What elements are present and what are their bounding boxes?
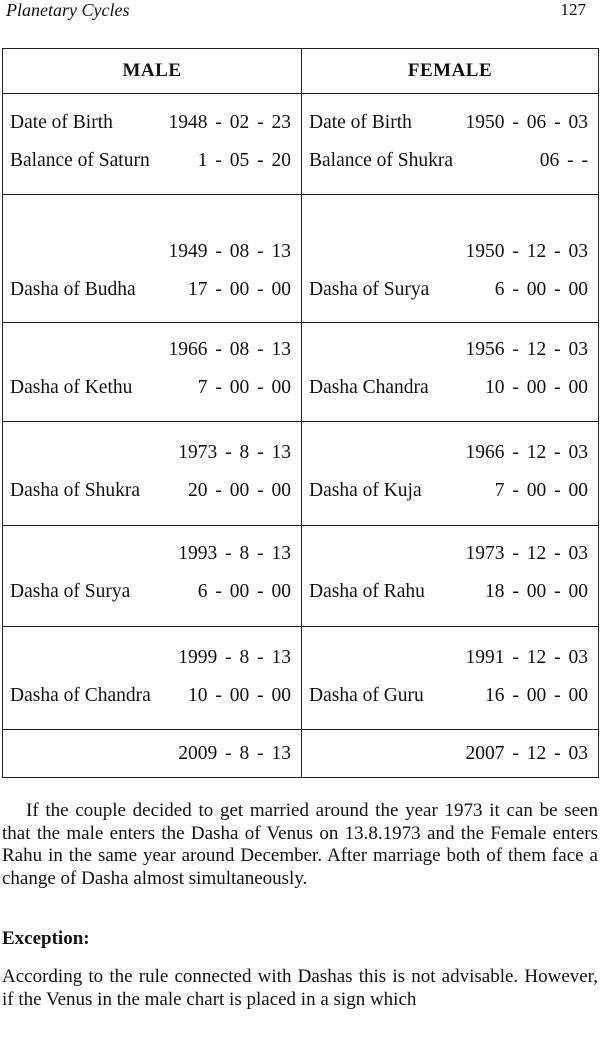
- paragraph-marriage: If the couple decided to get married around the year 1973 it can be seen that the male enters the Dasha of Venus on 13.8.1973 and the Female enters Rahu in the same year around December. After marriage both of them face a change of Dasha almost simultaneously.: [2, 800, 598, 889]
- male-cell: [3, 323, 302, 422]
- female-cell: [302, 94, 599, 195]
- male-entry-value: 1999 - 8 - 13: [178, 647, 291, 668]
- male-entry-value: 17 - 00 - 00: [188, 279, 291, 300]
- female-entry-label: Dasha of Rahu: [309, 581, 425, 602]
- table-row: [3, 526, 599, 627]
- female-entry-line: [302, 639, 598, 677]
- male-entry-value: 1993 - 8 - 13: [178, 543, 291, 564]
- female-entry-value: 16 - 00 - 00: [485, 685, 588, 706]
- female-entry-line: [302, 573, 598, 611]
- table-row: [3, 422, 599, 526]
- male-entry-value: 1948 - 02 - 23: [168, 112, 291, 133]
- male-entry-value: 1 - 05 - 20: [197, 150, 291, 171]
- male-entry-label: Dasha of Budha: [10, 279, 136, 300]
- female-cell: [302, 627, 599, 730]
- male-cell: [3, 422, 302, 526]
- male-column-header: MALE: [3, 49, 302, 94]
- table-row: [3, 323, 599, 422]
- female-entry-label: Dasha of Surya: [309, 279, 430, 300]
- male-entry-line: [3, 233, 301, 271]
- female-entry-value: 1966 - 12 - 03: [465, 442, 588, 463]
- male-entry-value: 6 - 00 - 00: [197, 581, 291, 602]
- female-entry-label: Dasha of Kuja: [309, 480, 422, 501]
- male-entry-label: Balance of Saturn: [10, 150, 150, 171]
- female-cell: [302, 195, 599, 323]
- male-entry-line: [3, 677, 301, 715]
- female-entry-line: [302, 271, 598, 309]
- male-cell: [3, 627, 302, 730]
- male-entry-line: [3, 639, 301, 677]
- dasha-table: [2, 48, 599, 778]
- female-entry-value: 1973 - 12 - 03: [465, 543, 588, 564]
- male-entry-value: 1973 - 8 - 13: [178, 442, 291, 463]
- male-entry-line: [3, 573, 301, 611]
- male-entry-label: Dasha of Surya: [10, 581, 131, 602]
- female-entry-value: 1950 - 12 - 03: [465, 241, 588, 262]
- female-entry-line: [302, 472, 598, 510]
- male-entry-line: [3, 271, 301, 309]
- male-entry-label: Dasha of Chandra: [10, 685, 151, 706]
- female-entry-value: 1956 - 12 - 03: [465, 339, 588, 360]
- male-entry-line: [3, 735, 301, 773]
- page-number: 127: [560, 0, 586, 19]
- female-cell: [302, 526, 599, 627]
- male-entry-line: [3, 472, 301, 510]
- female-entry-line: [302, 535, 598, 573]
- table-row: [3, 195, 599, 323]
- female-cell: [302, 323, 599, 422]
- male-cell: [3, 94, 302, 195]
- male-entry-line: [3, 369, 301, 407]
- female-column-header: FEMALE: [302, 49, 599, 94]
- female-cell: [302, 730, 599, 778]
- male-cell: [3, 526, 302, 627]
- female-entry-line: [302, 331, 598, 369]
- table-header-row: [3, 49, 599, 94]
- female-entry-line: [302, 233, 598, 271]
- male-entry-line: [3, 434, 301, 472]
- paragraph-exception: According to the rule connected with Dashas this is not advisable. However, if the Venus in the male chart is placed in a sign which: [2, 966, 598, 1010]
- female-entry-value: 18 - 00 - 00: [485, 581, 588, 602]
- male-entry-line: [3, 142, 301, 180]
- female-entry-value: 7 - 00 - 00: [494, 480, 588, 501]
- female-entry-label: Dasha Chandra: [309, 377, 429, 398]
- male-entry-label: Dasha of Shukra: [10, 480, 140, 501]
- female-entry-label: Balance of Shukra: [309, 150, 454, 171]
- male-cell: [3, 730, 302, 778]
- male-entry-value: 10 - 00 - 00: [188, 685, 291, 706]
- male-entry-value: 1949 - 08 - 13: [168, 241, 291, 262]
- female-entry-line: [302, 369, 598, 407]
- male-entry-line: [3, 331, 301, 369]
- female-entry-line: [302, 142, 598, 180]
- male-cell: [3, 195, 302, 323]
- male-entry-value: 2009 - 8 - 13: [178, 743, 291, 764]
- female-entry-value: 06 - -: [539, 150, 588, 171]
- female-entry-line: [302, 104, 598, 142]
- male-entry-value: 20 - 00 - 00: [188, 480, 291, 501]
- male-entry-line: [3, 535, 301, 573]
- table-row: [3, 627, 599, 730]
- male-entry-line: [3, 104, 301, 142]
- page-header: [0, 0, 600, 30]
- female-entry-value: 2007 - 12 - 03: [465, 743, 588, 764]
- female-entry-value: 1950 - 06 - 03: [465, 112, 588, 133]
- male-entry-value: 7 - 00 - 00: [197, 377, 291, 398]
- running-title: Planetary Cycles: [6, 0, 130, 20]
- female-entry-line: [302, 434, 598, 472]
- exception-heading: Exception:: [2, 928, 90, 949]
- female-entry-line: [302, 677, 598, 715]
- male-entry-label: Date of Birth: [10, 112, 113, 133]
- female-entry-value: 1991 - 12 - 03: [465, 647, 588, 668]
- female-entry-line: [302, 735, 598, 773]
- male-entry-label: Dasha of Kethu: [10, 377, 133, 398]
- female-entry-value: 10 - 00 - 00: [485, 377, 588, 398]
- female-cell: [302, 422, 599, 526]
- table-row: [3, 94, 599, 195]
- male-entry-value: 1966 - 08 - 13: [168, 339, 291, 360]
- table-row: [3, 730, 599, 778]
- female-entry-label: Dasha of Guru: [309, 685, 424, 706]
- female-entry-value: 6 - 00 - 00: [494, 279, 588, 300]
- female-entry-label: Date of Birth: [309, 112, 412, 133]
